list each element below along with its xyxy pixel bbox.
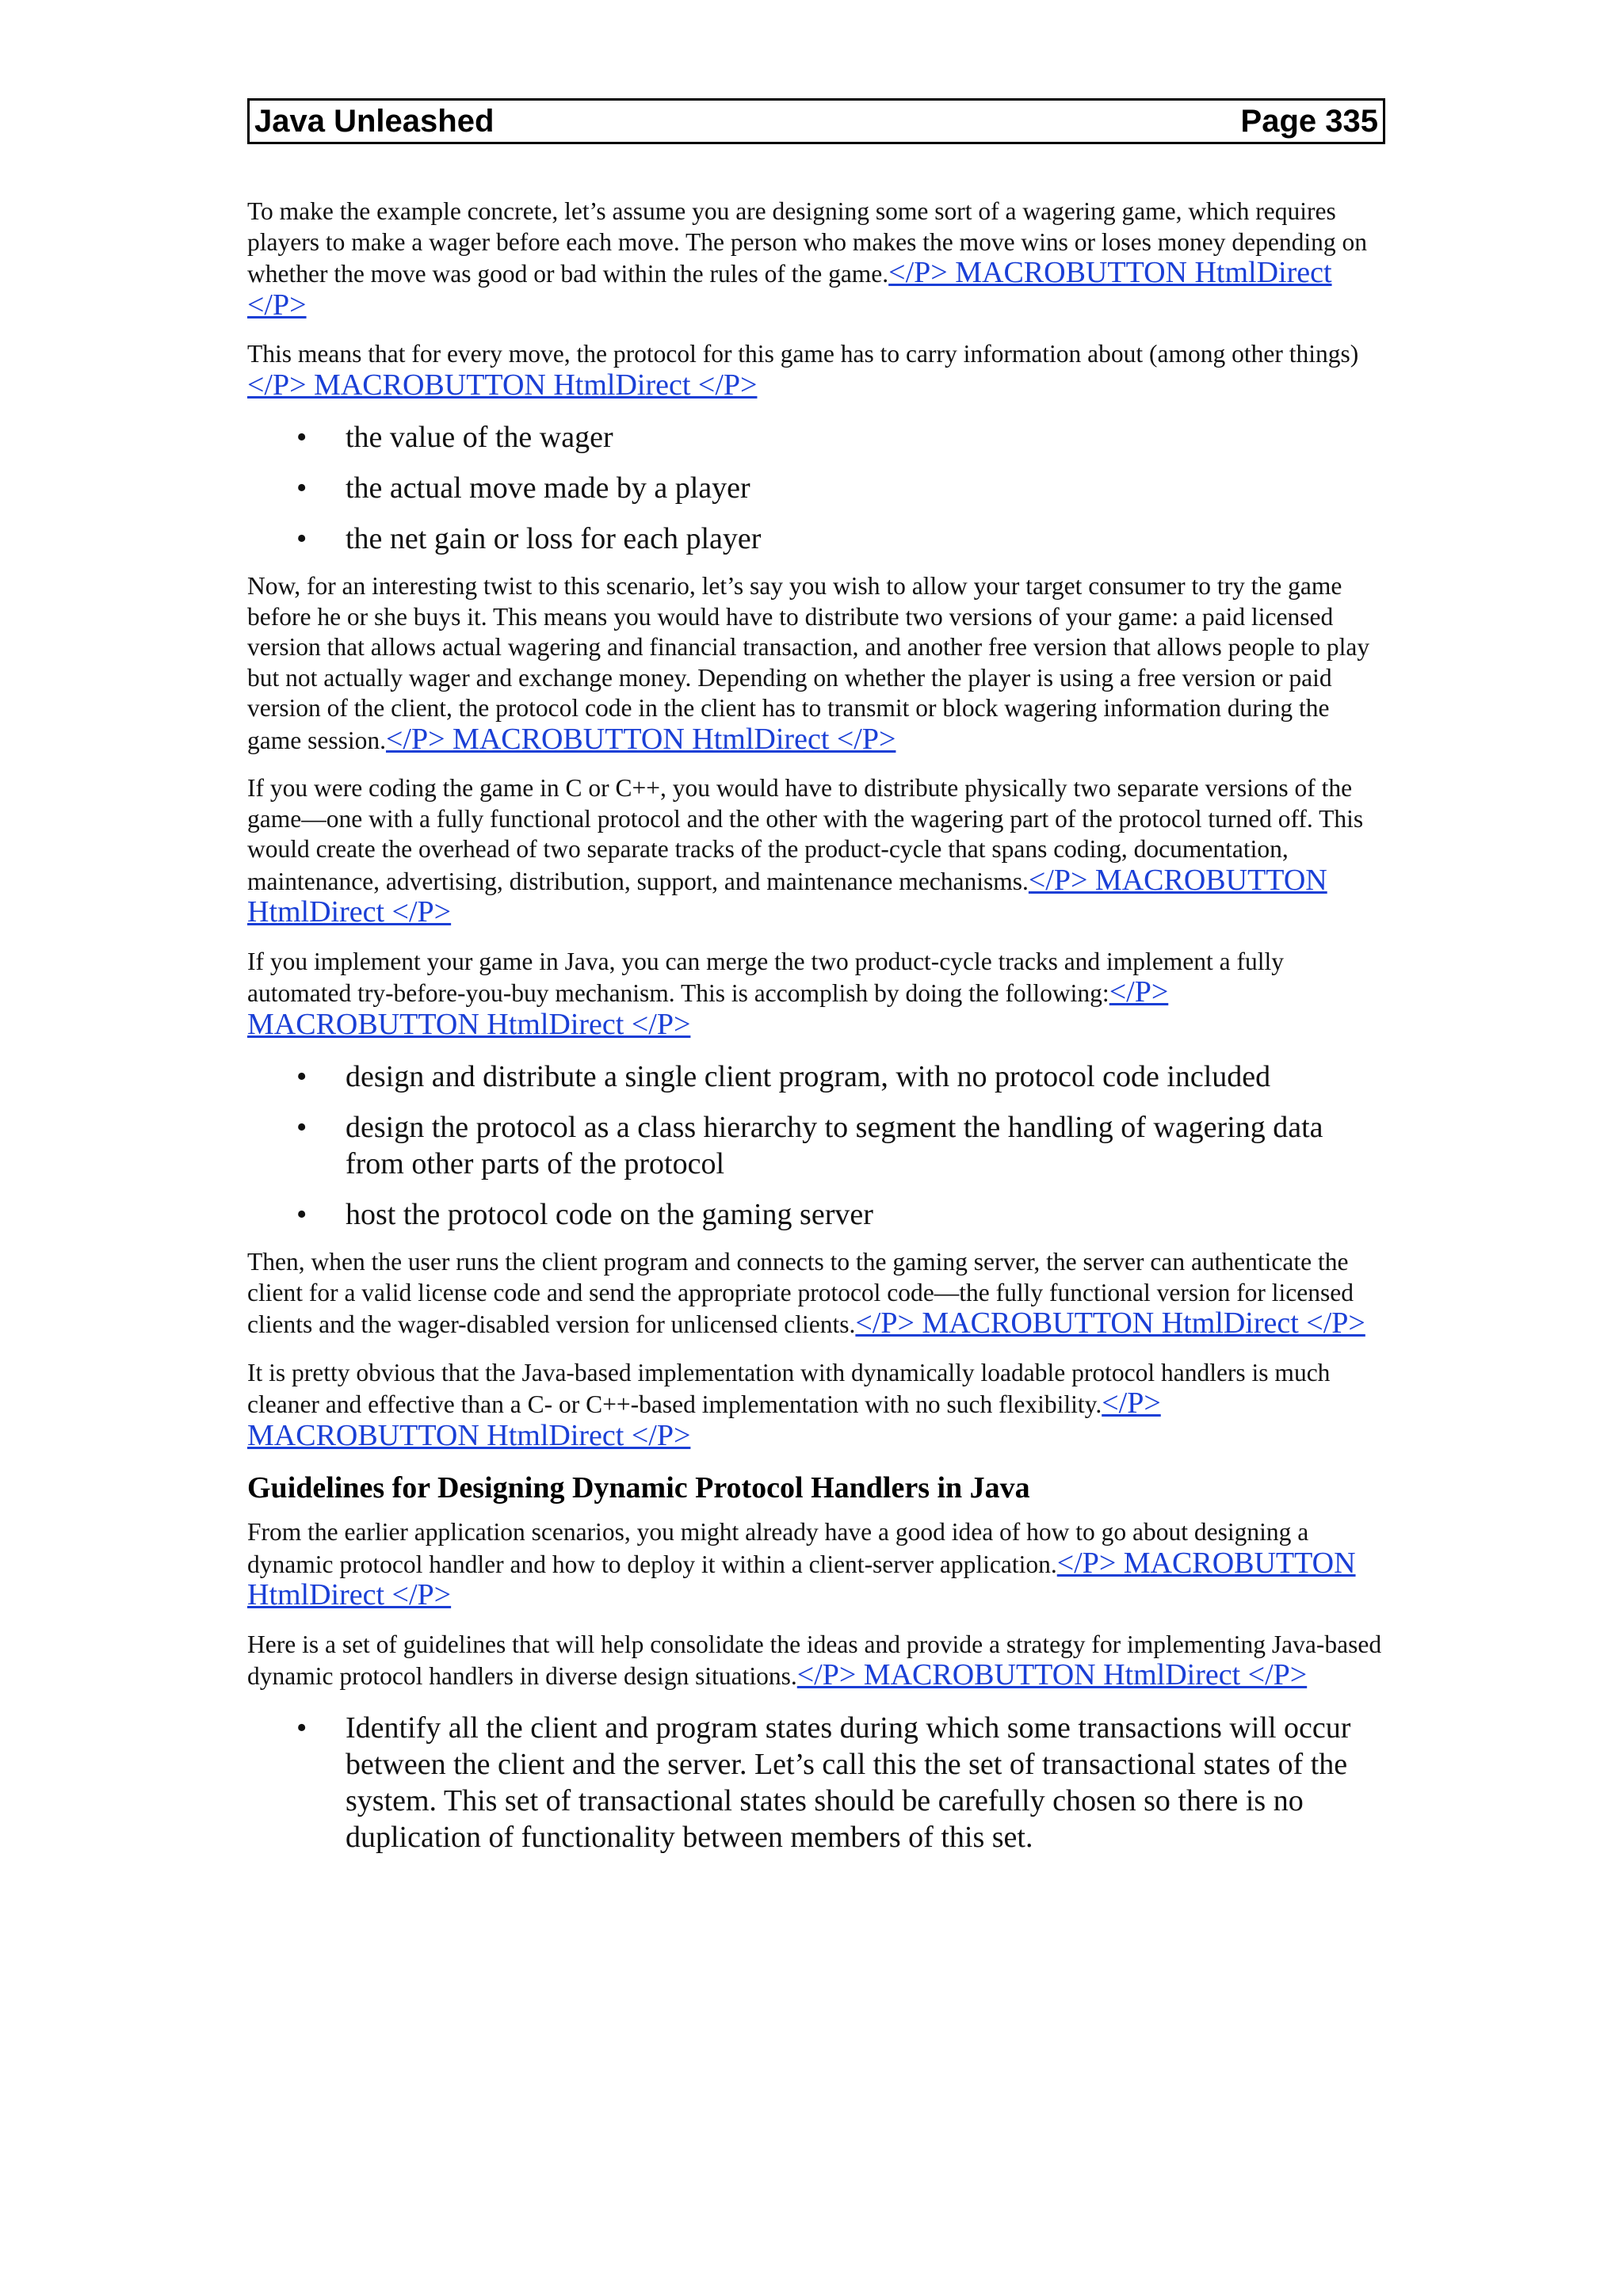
paragraph: This means that for every move, the protocol for this game has to carry information about (among other things)</P> MACROBUTTON HtmlDirect </P>	[247, 340, 1359, 402]
list-item: • host the protocol code on the gaming server	[296, 1198, 873, 1231]
bullet-list	[247, 1710, 1388, 1855]
paragraph: It is pretty obvious that the Java-based implementation with dynamically loadable protocol handlers is much cleaner and effective than a C- or C++-based implementation with no such flexibility.</P> MACROBUTTON HtmlDirect </P>	[247, 1358, 1331, 1452]
macrobutton-link[interactable]: </P> MACROBUTTON HtmlDirect </P>	[247, 368, 758, 402]
page-header	[247, 98, 1385, 144]
section-heading: Guidelines for Designing Dynamic Protocol Handlers in Java	[247, 1471, 1030, 1505]
bullet-icon: •	[296, 1198, 307, 1231]
macrobutton-link[interactable]: </P> MACROBUTTON HtmlDirect </P>	[385, 722, 896, 756]
paragraph: If you implement your game in Java, you can merge the two product-cycle tracks and implement a fully automated try-before-you-buy mechanism. This is accomplish by doing the following:</P> MACROBUTTON HtmlDirect </P>	[247, 947, 1285, 1041]
bullet-list	[247, 419, 1388, 557]
macrobutton-link[interactable]: </P> MACROBUTTON HtmlDirect </P>	[247, 1546, 1356, 1611]
macrobutton-link[interactable]: </P> MACROBUTTON HtmlDirect </P>	[247, 975, 1169, 1041]
bullet-icon: •	[296, 471, 307, 505]
list-item: • design the protocol as a class hierarchy to segment the handling of wagering data from other parts of the protocol	[296, 1111, 1323, 1180]
list-item: • the value of the wager	[296, 421, 613, 454]
macrobutton-link[interactable]: </P> MACROBUTTON HtmlDirect </P>	[247, 256, 1332, 322]
macrobutton-link[interactable]: </P> MACROBUTTON HtmlDirect </P>	[247, 863, 1327, 929]
paragraph: If you were coding the game in C or C++, you would have to distribute physically two separate versions of the game—one with a fully functional protocol and the other with the wagering part of the protocol turned off. This would create the overhead of two separate tracks of the product-cycle that spans coding, documentation, maintenance, advertising, distribution, support, and maintenance mechanisms.</P> MACROBUTTON HtmlDirect </P>	[247, 774, 1364, 929]
macrobutton-link[interactable]: </P> MACROBUTTON HtmlDirect </P>	[796, 1658, 1308, 1691]
macrobutton-link[interactable]: </P> MACROBUTTON HtmlDirect </P>	[247, 1386, 1161, 1452]
bullet-icon: •	[296, 1711, 307, 1745]
page-number: Page 335	[1240, 103, 1378, 139]
list-item: • the net gain or loss for each player	[296, 522, 762, 555]
paragraph: Now, for an interesting twist to this scenario, let’s say you wish to allow your target consumer to try the game before he or she buys it. This means you would have to distribute two versions of your game: a paid licensed version that allows actual wagering and financial transaction, and another free version that allows people to play but not actually wager and exchange money. Depending on whether the player is using a free version or paid version of the client, the protocol code in the client has to transmit or block wagering information during the game session.</P> MACROBUTTON HtmlDirect </P>	[247, 572, 1370, 756]
bullet-icon: •	[296, 1111, 307, 1144]
list-item: • Identify all the client and program states during which some transactions will occur between the client and the server. Let’s call this the set of transactional states of the system. This set of transactional states should be carefully chosen so there is no duplication of functionality between members of this set.	[296, 1711, 1351, 1854]
page-content	[247, 196, 1388, 1870]
bullet-icon: •	[296, 421, 307, 454]
macrobutton-link[interactable]: </P> MACROBUTTON HtmlDirect </P>	[855, 1306, 1365, 1340]
paragraph: To make the example concrete, let’s assume you are designing some sort of a wagering game, which requires players to make a wager before each move. The person who makes the move wins or loses money depending on whether the move was good or bad within the rules of the game.</P> MACROBUTTON HtmlDirect </P>	[247, 197, 1367, 322]
paragraph: Here is a set of guidelines that will help consolidate the ideas and provide a strategy for implementing Java-based dynamic protocol handlers in diverse design situations.</P> MACROBUTTON HtmlDirect </P>	[247, 1630, 1382, 1691]
list-item: • the actual move made by a player	[296, 471, 750, 505]
paragraph: From the earlier application scenarios, you might already have a good idea of how to go about designing a dynamic protocol handler and how to deploy it within a client-server application.</P> MACROBUTTON HtmlDirect </P>	[247, 1518, 1356, 1611]
list-item: • design and distribute a single client program, with no protocol code included	[296, 1060, 1271, 1093]
bullet-icon: •	[296, 1060, 307, 1093]
bullet-list	[247, 1058, 1388, 1233]
paragraph: Then, when the user runs the client program and connects to the gaming server, the server can authenticate the client for a valid license code and send the appropriate protocol code—the fully functional version for licensed clients and the wager-disabled version for unlicensed clients.</P> MACROBUTTON HtmlDirect </P>	[247, 1248, 1365, 1340]
bullet-icon: •	[296, 522, 307, 555]
book-title: Java Unleashed	[254, 103, 495, 139]
